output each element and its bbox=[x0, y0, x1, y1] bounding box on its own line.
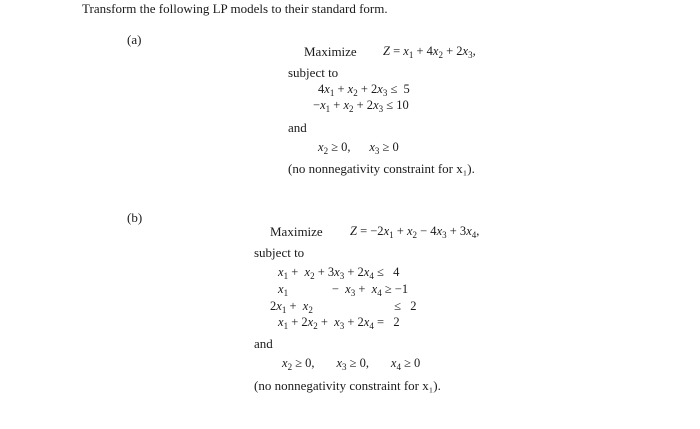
part-b-subject-to: subject to bbox=[254, 245, 305, 260]
part-a-note: (no nonnegativity constraint for x₁). bbox=[288, 161, 475, 176]
part-b-constraint-3: $2x_1 + x_2$ ≤ 2 bbox=[270, 299, 417, 315]
part-a-constraint-2: $-x_1 + x_2 + 2x_3 \le 10$ bbox=[313, 98, 409, 114]
part-b-nonnegativity: $x_2 \ge 0$, $x_3 \ge 0$, $x_4 \ge 0$ bbox=[282, 356, 421, 372]
part-a-constraint-1: $4x_1 + x_2 + 2x_3 \le 5$ bbox=[318, 82, 410, 98]
part-b-and: and bbox=[254, 336, 273, 351]
part-b-maximize: Maximize bbox=[270, 224, 323, 239]
part-b-constraint-2: $x_1$ − $x_3 + x_4 \ge -1$ bbox=[278, 282, 409, 298]
part-b-objective: $Z = -2x_1 + x_2 - 4x_3 + 3x_4$, bbox=[350, 224, 480, 240]
part-b-note: (no nonnegativity constraint for x₁). bbox=[254, 378, 441, 393]
part-b-constraint-1: $x_1 + x_2 + 3x_3 + 2x_4 \le 4$ bbox=[278, 265, 400, 281]
page-title: Transform the following LP models to their standard form. bbox=[82, 1, 388, 16]
part-b-label: (b) bbox=[127, 210, 143, 225]
part-a-maximize: Maximize bbox=[304, 44, 357, 59]
part-a-and: and bbox=[288, 120, 307, 135]
part-a-label: (a) bbox=[127, 32, 142, 47]
part-a-objective: $Z = x_1 + 4x_2 + 2x_3$, bbox=[383, 44, 476, 60]
part-a-subject-to: subject to bbox=[288, 65, 339, 80]
part-b-constraint-4: $x_1 + 2x_2 + x_3 + 2x_4 = 2$ bbox=[278, 315, 400, 331]
part-a-nonnegativity: $x_2 \ge 0$, $x_3 \ge 0$ bbox=[318, 140, 399, 156]
